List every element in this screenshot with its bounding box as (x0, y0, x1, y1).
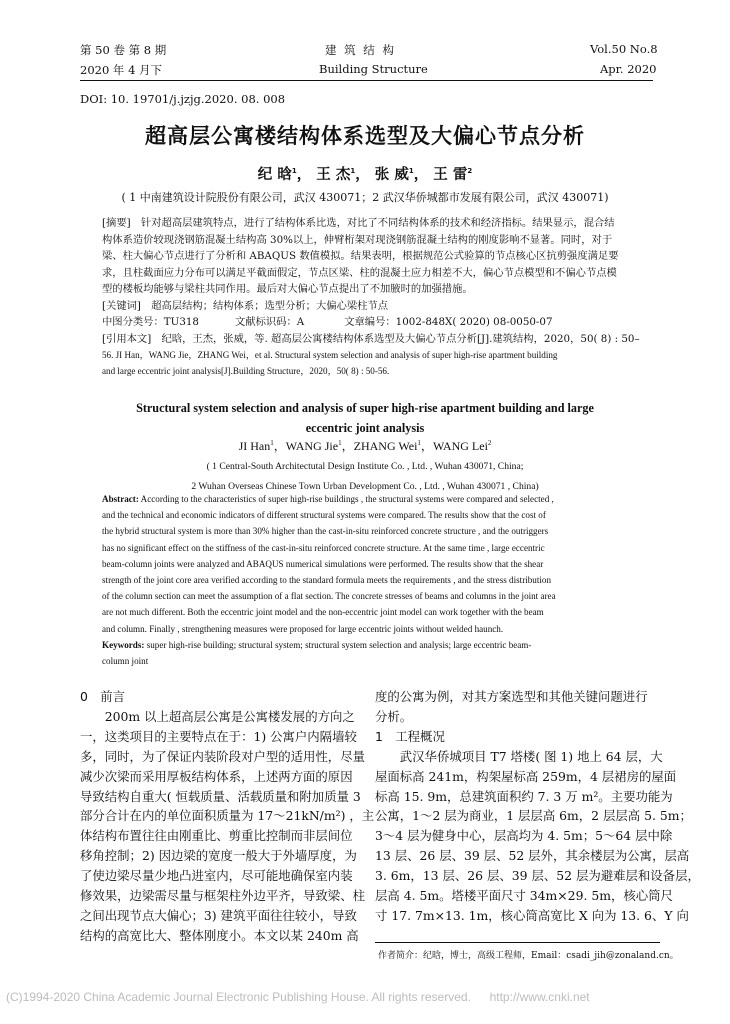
abstract-en-line: strength of the joint core area verified according to the standard formula meets the requirements , and the stress distribution (102, 575, 551, 586)
authors-cn: 纪 晗$^1$， 王 杰$^1$， 张 威$^1$， 王 雷$^2$ (257, 167, 473, 183)
body-line: 结构的高宽比大、整体刚度小。本文以某 240m 高 (80, 927, 359, 943)
body-line: 武汉华侨城项目 T7 塔楼( 图 1) 地上 64 层，大 (375, 748, 663, 764)
abstract-cn-line: 型的楼板均能够与梁柱共同作用。最后对大偏心节点提出了不加腋时的加强措施。 (102, 283, 473, 295)
issue-date-en: Apr. 2020 (600, 62, 657, 76)
abstract-en-line: and column. Finally , strengthening measures were proposed for large eccentric joints without welded haunch. (102, 623, 504, 634)
affiliation-cn: ( 1 中南建筑设计院股份有限公司，武汉 430071；2 武汉华侨城都市发展有限公司，武汉 430071) (121, 191, 609, 204)
volume-issue-en: Vol.50 No.8 (590, 42, 658, 56)
copyright-footer (6, 990, 590, 1004)
body-line: 了使边梁尽量少地凸进室内，尽可能地确保室内装 (80, 868, 353, 884)
body-line: 多，同时，为了保证内装阶段对户型的适用性，尽量 (80, 748, 365, 764)
title-en-line: eccentric joint analysis (305, 421, 425, 435)
keywords-en-label: Keywords: (102, 639, 145, 650)
body-line: 标高 15. 9m，总建筑面积约 7. 3 万 m²。主要功能为 (375, 788, 673, 804)
abstract-cn-line: 求，且柱截面应力分布可以满足平截面假定，节点区梁、柱的混凝土应力相差不大，偏心节点模型和不偏心节点模 (102, 266, 617, 279)
abstract-en-line: are not much different. Both the eccentric joint model and the non-eccentric joint model can work together with the beam (102, 607, 544, 618)
body-line: 修效果，边梁需尽量与框架柱外边平齐，导致梁、柱 (80, 888, 365, 904)
abstract-en-line: According to the characteristics of super high-rise buildings , the structural systems were compared and selected , (140, 494, 554, 504)
title-en-line: Structural system selection and analysis of super high-rise apartment building and large (136, 401, 594, 415)
section-heading: 0 前言 (80, 689, 126, 704)
author-cn: 纪 晗 (257, 167, 292, 183)
author-mark: 1 (350, 167, 356, 176)
affiliation-en-line: 2 Wuhan Overseas Chinese Town Urban Development Co. , Ltd. , Wuhan 430071 , China) (191, 481, 539, 492)
classification-line (102, 314, 662, 331)
right-column (375, 687, 700, 926)
abstract-cn-line: 构体系造价较现浇钢筋混凝土结构高 30%以上，伸臂桁架对现浇钢筋混凝土结构的刚度影响不显著。同时，对于 (102, 233, 613, 246)
document-code: 文献标识码：A (234, 316, 305, 328)
body-line: 3～4 层为健身中心，层高均为 4. 5m；5～64 层中除 (375, 828, 673, 844)
copyright-text: (C)1994-2020 China Academic Journal Electronic Publishing House. All rights reserved. (6, 990, 471, 1004)
author-mark: 1 (270, 439, 274, 447)
body-line: 寸 17. 7m×13. 1m，核心筒高宽比 X 向为 13. 6、Y 向 (375, 907, 689, 923)
author-en: WANG Jie (285, 439, 339, 453)
body-line: 部分合计在内的单位面积质量为 17～21kN/m²) ，主 (80, 808, 375, 824)
author-mark: 2 (467, 167, 473, 176)
abstract-cn-line: 梁、柱大偏心节点进行了分析和 ABAQUS 数值模拟。结果表明，根据规范公式验算的节点核心区抗剪强度满足要 (102, 250, 619, 262)
abstract-en-line: has no significant effect on the stiffness of the cast-in-situ reinforced concrete structure. At the same time , large eccentric (102, 542, 545, 553)
affiliation-en-line: ( 1 Central-South Architectutal Design Institute Co. , Ltd. , Wuhan 430071, China; (206, 461, 524, 472)
abstract-en-first-line (102, 491, 662, 507)
journal-name-en: Building Structure (319, 62, 428, 76)
abstract-cn-line: [摘要] 针对超高层建筑特点，进行了结构体系比选，对比了不同结构体系的技术和经济指标。结果显示，混合结 (102, 217, 615, 229)
author-mark: 2 (487, 439, 492, 447)
author-mark: 1 (338, 439, 342, 447)
volume-issue-cn: 第 50 卷 第 8 期 (80, 43, 167, 57)
body-line: 3. 6m，13 层、26 层、39 层、52 层为避难层和设备层， (375, 868, 700, 884)
authors-en: JI Han$^1$，WANG Jie$^1$，ZHANG Wei$^1$，WANG Lei$^2$ (238, 439, 492, 453)
body-line: 导致结构自重大( 恒载质量、活载质量和附加质量 3 (80, 788, 361, 804)
article-number: 文章编号：1002-848X( 2020) 08-0050-07 (344, 316, 553, 328)
issue-date-cn: 2020 年 4 月下 (80, 63, 163, 77)
footnote-rule (375, 942, 660, 943)
body-line: 度的公寓为例，对其方案选型和其他关键问题进行 (375, 689, 648, 704)
author-en: JI Han (238, 439, 271, 453)
abstract-en-line: beam-column joints were analyzed and ABAQUS numerical simulations were performed. The results show that the shear (102, 558, 544, 569)
title-en (0, 398, 730, 438)
author-mark: 1 (417, 439, 421, 447)
body-line: 层高 4. 5m。塔楼平面尺寸 34m×29. 5m，核心筒尺 (375, 888, 673, 904)
citation-en (102, 347, 662, 379)
journal-name-cn: 建 筑 结 构 (325, 43, 396, 57)
author-en: ZHANG Wei (353, 439, 418, 453)
body-line: 之间出现节点大偏心；3) 建筑平面往往较小，导致 (80, 907, 357, 923)
abstract-en-line: the hybrid structural system is more than 30% higher than the cast-in-situ reinforced concrete structure , and the outriggers (102, 526, 549, 537)
author-note: 作者简介：纪晗，博士，高级工程师，Email：csadi_jih@zonaland.cn。 (378, 951, 679, 961)
keywords-en-line (102, 637, 662, 653)
citation-line: and large eccentric joint analysis[J].Building Structure，2020，50( 8) : 50-56. (102, 366, 390, 377)
body-line: 分析。 (375, 708, 413, 724)
section-heading: 1 工程概况 (375, 728, 445, 744)
body-line: 体结构布置往往由刚重比、剪重比控制而非层间位 (80, 828, 353, 844)
body-line: 一，这类项目的主要特点在于：1) 公寓户内隔墙较 (80, 728, 357, 744)
abstract-en-label: Abstract: (102, 494, 139, 504)
body-line: 200m 以上超高层公寓是公寓楼发展的方向之 (80, 708, 355, 724)
body-line: 移角控制；2) 因边梁的宽度一般大于外墙厚度，为 (80, 848, 357, 864)
abstract-en-line: of the column section can meet the assumption of a flat section. The concrete stresses of beams and columns in the joint area (102, 591, 556, 602)
author-en: WANG Lei (432, 439, 488, 453)
author-mark: 1 (408, 167, 414, 176)
body-line: 13 层、26 层、39 层、52 层外，其余楼层为公寓，层高 (375, 848, 690, 864)
header-rule (80, 80, 653, 81)
author-cn: 张 威 (374, 167, 409, 183)
abstract-cn (102, 215, 662, 347)
author-mark: 1 (291, 167, 297, 176)
title-cn: 超高层公寓楼结构体系选型及大偏心节点分析 (145, 124, 585, 148)
doi: DOI: 10. 19701/j.jzjg.2020. 08. 008 (80, 92, 286, 106)
cnki-link[interactable]: http://www.cnki.net (489, 990, 590, 1004)
left-column (80, 687, 375, 946)
body-line: 屋面标高 241m，构架屋标高 259m，4 层裙房的屋面 (375, 768, 677, 784)
keywords-en-text: super high-rise building; structural system; structural system selection and analysis; large eccentric beam- (146, 639, 532, 650)
body-line: 公寓，1～2 层为商业，1 层层高 6m，2 层层高 5. 5m； (375, 808, 692, 824)
keywords-en-line: column joint (102, 656, 149, 667)
citation-line: [引用本文] 纪晗，王杰，张威，等. 超高层公寓楼结构体系选型及大偏心节点分析[J].建筑结构，2020，50( 8) : 50– (102, 332, 640, 345)
abstract-en (102, 491, 662, 669)
citation-line: 56. JI Han，WANG Jie，ZHANG Wei，et al. Structural system selection and analysis of super high-rise apartment building (102, 350, 558, 360)
keywords-cn: [关键词] 超高层结构；结构体系；选型分析；大偏心梁柱节点 (102, 299, 389, 312)
author-cn: 王 雷 (433, 167, 468, 183)
body-line: 减少次梁而采用厚板结构体系，上述两方面的原因 (80, 768, 353, 784)
author-cn: 王 杰 (316, 167, 351, 183)
abstract-en-line: and the technical and economic indicators of different structural systems were compared. The results show that the cost of (102, 510, 546, 521)
clc-number: 中图分类号：TU318 (102, 316, 199, 328)
